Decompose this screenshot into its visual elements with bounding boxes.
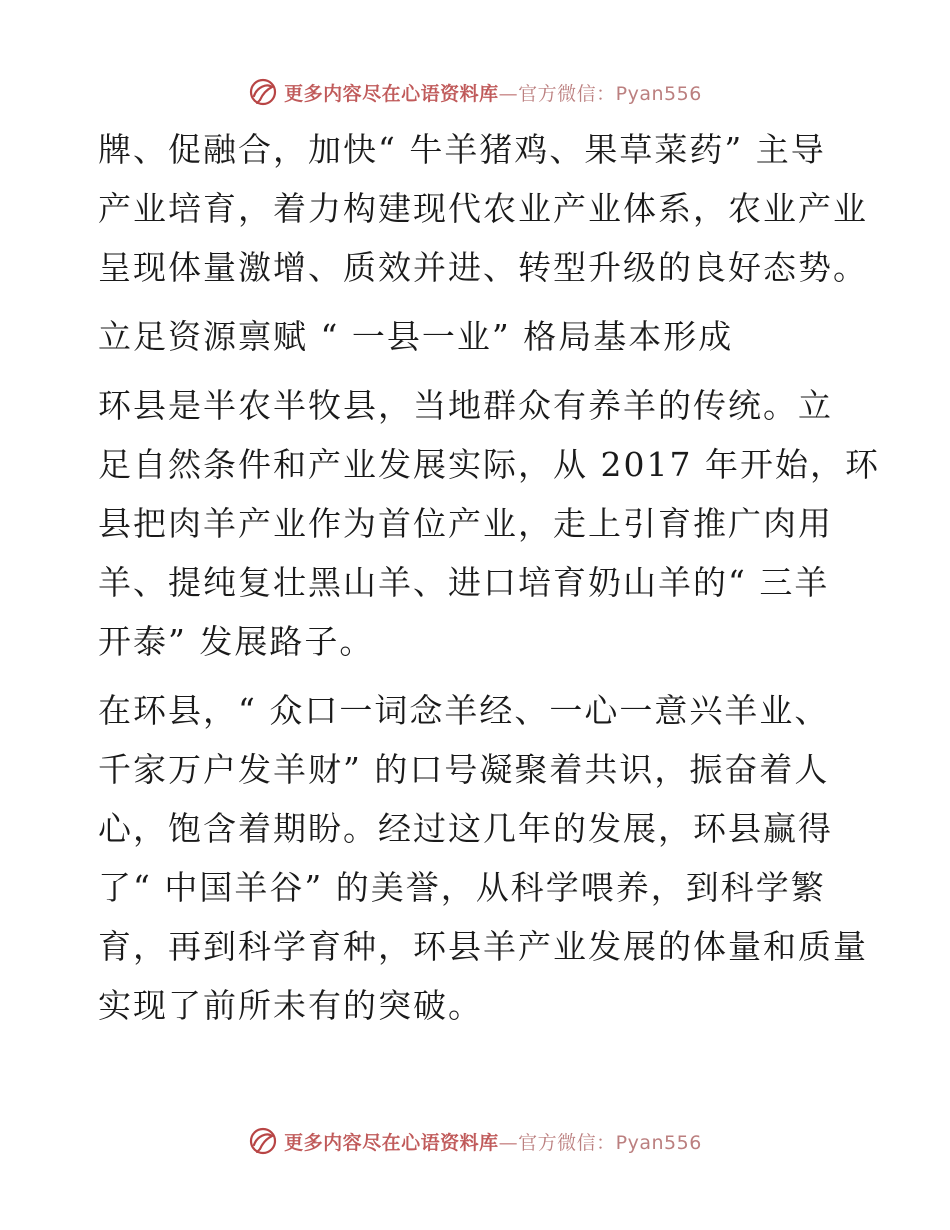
watermark-separator: — [498, 1131, 519, 1154]
paragraph-3 [98, 681, 868, 1035]
text-line: 开泰” 发展路子。 [98, 622, 375, 661]
text-line: 产业培育，着力构建现代农业产业体系，农业产业 [98, 189, 868, 228]
text-line: 呈现体量激增、质效并进、转型升级的良好态势。 [98, 248, 868, 287]
text-line: 足自然条件和产业发展实际，从 2017 年开始，环 [98, 445, 880, 484]
swirl-pen-logo-icon [248, 77, 278, 107]
text-line: 县把肉羊产业作为首位产业，走上引育推广肉用 [98, 504, 833, 543]
text-line: 育，再到科学育种，环县羊产业发展的体量和质量 [98, 927, 868, 966]
text-line: 牌、促融合，加快“ 牛羊猪鸡、果草菜药” 主导 [98, 130, 826, 169]
text-line: 心，饱含着期盼。经过这几年的发展，环县赢得 [98, 809, 833, 848]
footer-watermark [0, 1121, 950, 1161]
text-line: 千家万户发羊财” 的口号凝聚着共识，振奋着人 [98, 750, 830, 789]
text-line: 羊、提纯复壮黑山羊、进口培育奶山羊的“ 三羊 [98, 563, 830, 602]
paragraph-1 [98, 120, 868, 297]
document-body [98, 120, 880, 1035]
watermark-text [284, 1128, 702, 1155]
swirl-pen-logo-icon [248, 1126, 278, 1156]
watermark-text [284, 79, 702, 106]
watermark-brand: 更多内容尽在心语资料库 [284, 82, 499, 105]
paragraph-2 [98, 376, 880, 671]
watermark-contact: 官方微信：Pyan556 [518, 1131, 702, 1154]
watermark-separator: — [498, 82, 519, 105]
text-line: 在环县，“ 众口一词念羊经、一心一意兴羊业、 [98, 691, 830, 730]
watermark-brand: 更多内容尽在心语资料库 [284, 1131, 499, 1154]
text-line: 实现了前所未有的突破。 [98, 986, 483, 1025]
text-line: 环县是半农半牧县，当地群众有养羊的传统。立 [98, 386, 833, 425]
section-heading [98, 307, 858, 366]
text-line: 了“ 中国羊谷” 的美誉，从科学喂养，到科学繁 [98, 868, 826, 907]
watermark-contact: 官方微信：Pyan556 [518, 82, 702, 105]
header-watermark [0, 72, 950, 112]
heading-line: 立足资源禀赋 “ 一县一业” 格局基本形成 [98, 317, 734, 356]
